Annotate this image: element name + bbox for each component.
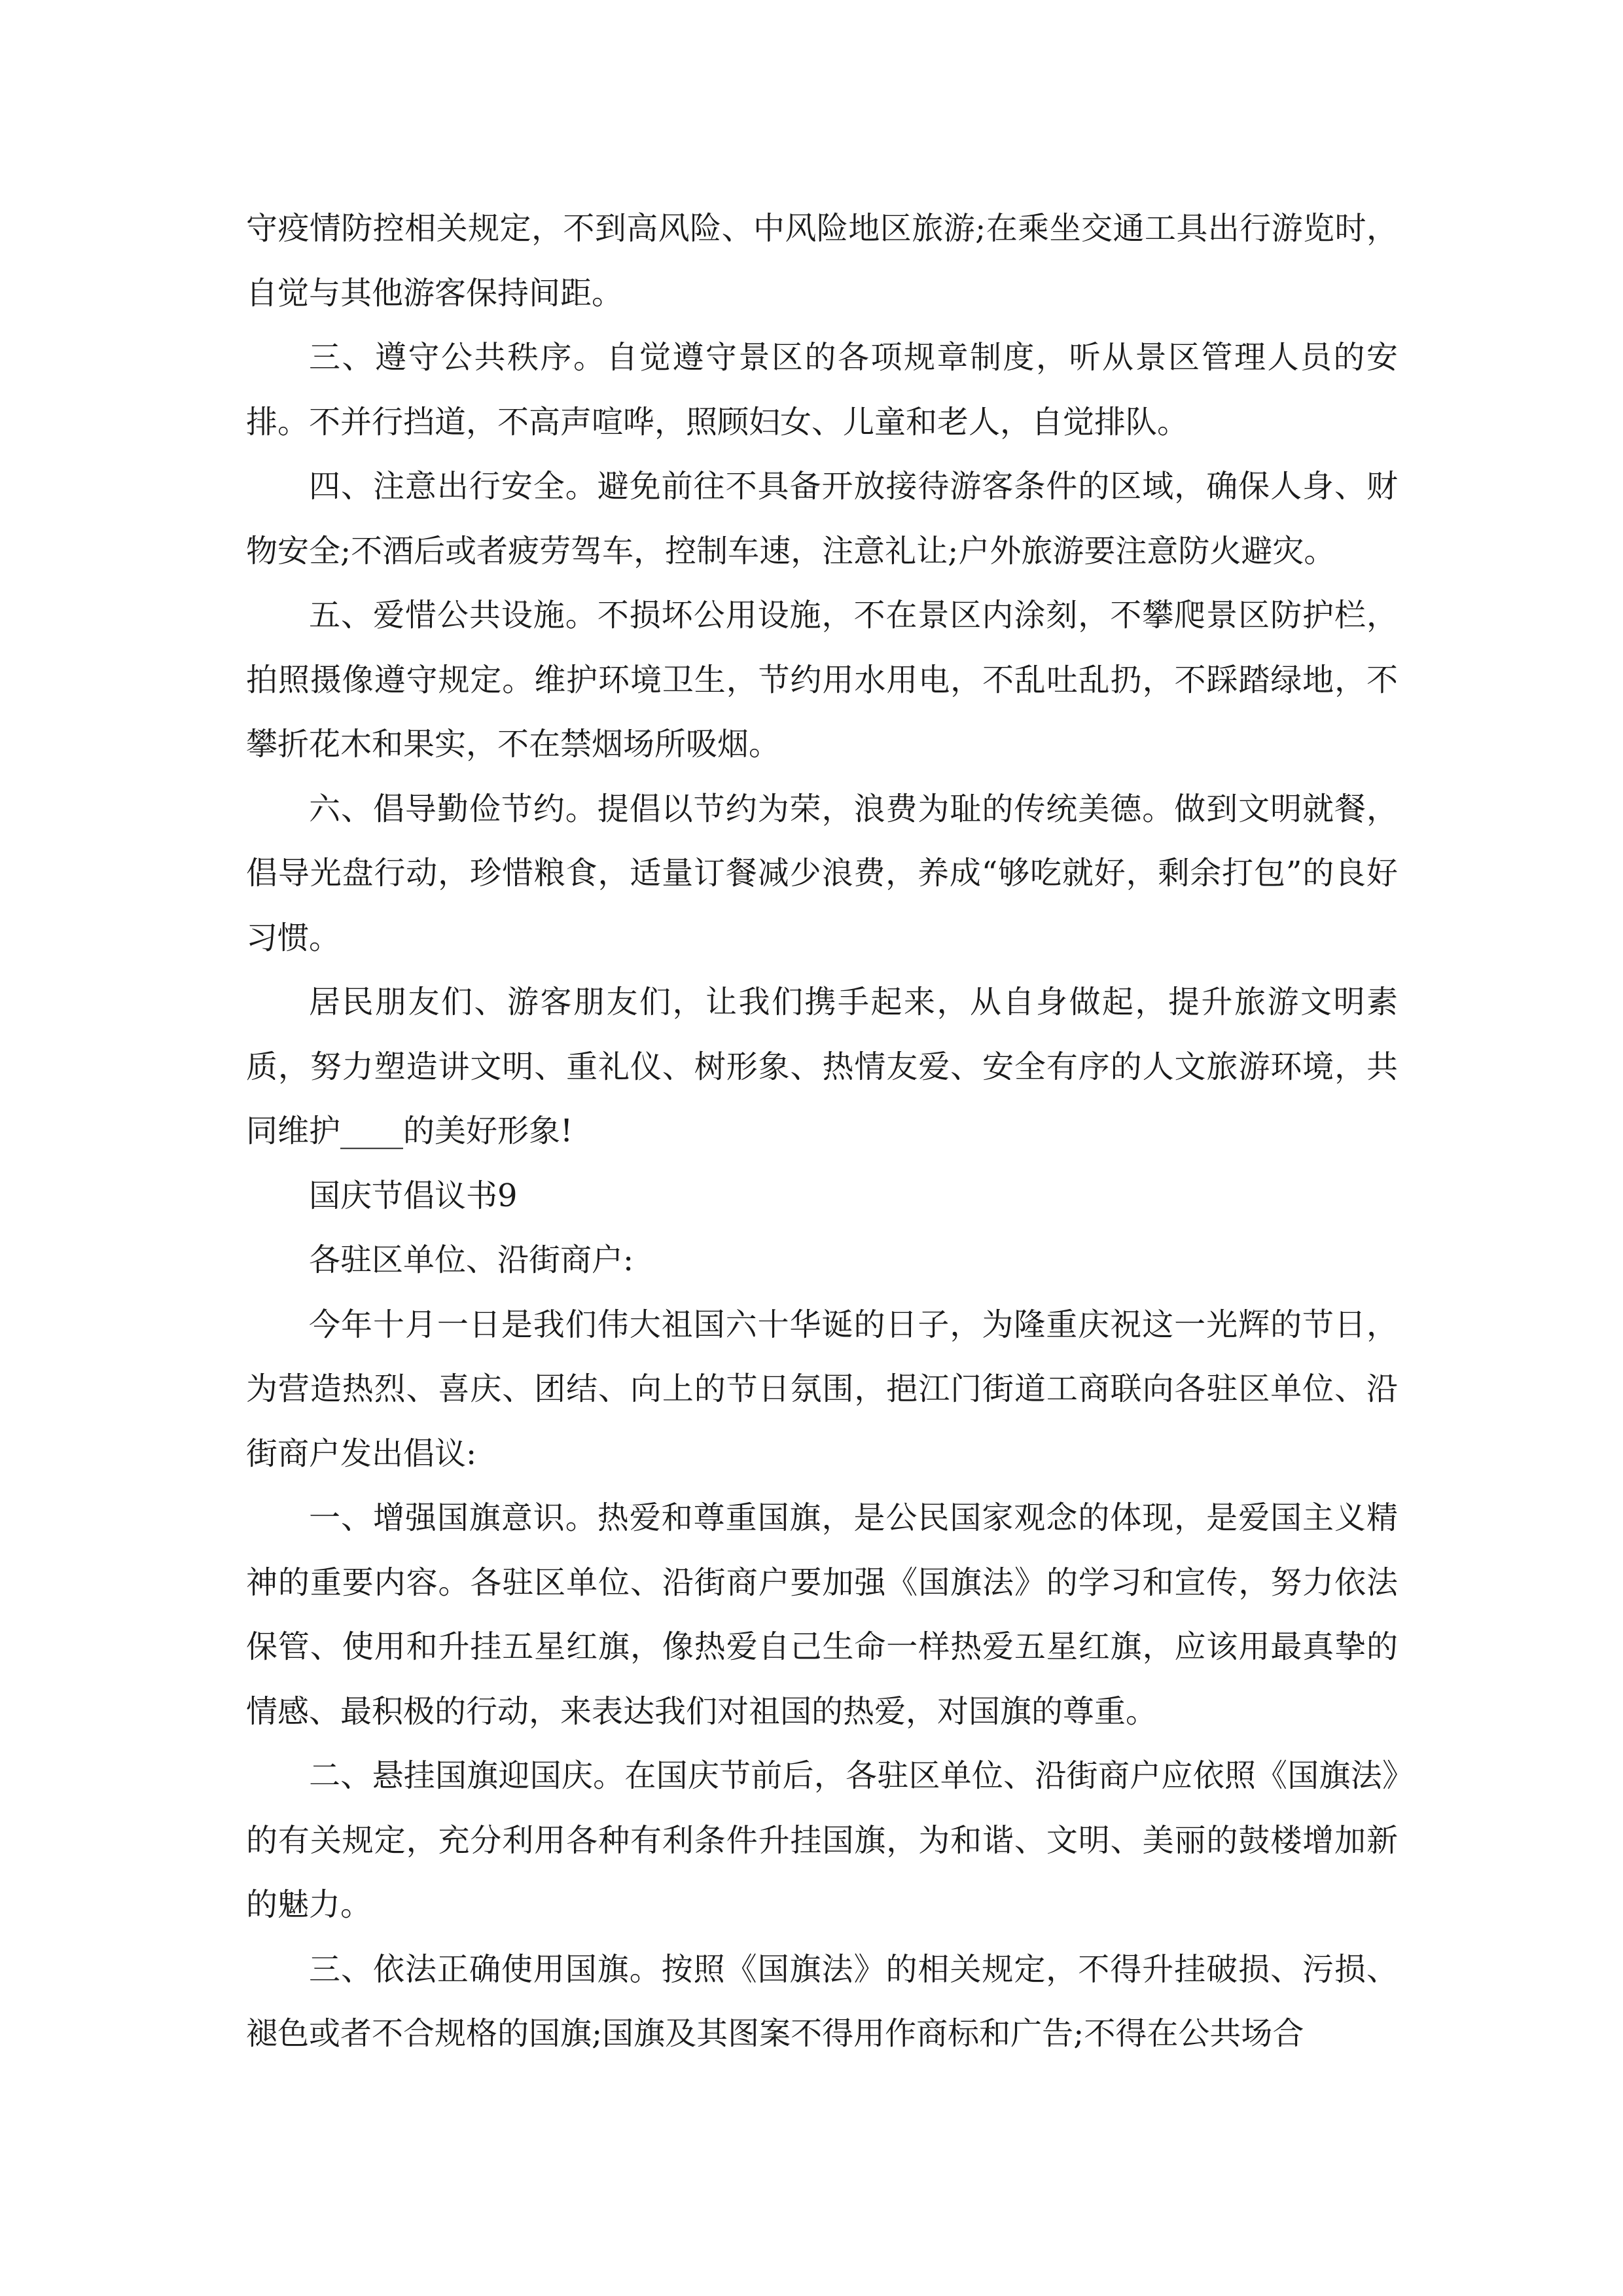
paragraph-public-facilities: 五、爱惜公共设施。不损坏公用设施，不在景区内涂刻，不攀爬景区防护栏，拍照摄像遵守规定。维护环境卫生，节约用水用电，不乱吐乱扔，不踩踏绿地，不攀折花木和果实，不在禁烟场所吸烟。 [246, 597, 1398, 762]
paragraph-thrift: 六、倡导勤俭节约。提倡以节约为荣，浪费为耻的传统美德。做到文明就餐，倡导光盘行动，珍惜粮食，适量订餐减少浪费，养成“够吃就好，剩余打包”的良好习惯。 [246, 790, 1398, 956]
section-title: 国庆节倡议书9 [309, 1177, 518, 1214]
paragraph-epidemic-rules: 守疫情防控相关规定，不到高风险、中风险地区旅游;在乘坐交通工具出行游览时，自觉与其他游客保持间距。 [246, 210, 1398, 312]
paragraph-public-order: 三、遵守公共秩序。自觉遵守景区的各项规章制度，听从景区管理人员的安排。不并行挡道，不高声喧哗，照顾妇女、儿童和老人，自觉排队。 [246, 339, 1398, 440]
salutation: 各驻区单位、沿街商户: [309, 1242, 634, 1278]
paragraph-introduction: 今年十月一日是我们伟大祖国六十华诞的日子，为隆重庆祝这一光辉的节日，为营造热烈、喜庆、团结、向上的节日氛围，挹江门街道工商联向各驻区单位、沿街商户发出倡议: [246, 1306, 1398, 1472]
paragraph-closing-appeal: 居民朋友们、游客朋友们，让我们携手起来，从自身做起，提升旅游文明素质，努力塑造讲文明、重礼仪、树形象、热情友爱、安全有序的人文旅游环境，共同维护____的美好形象! [246, 984, 1398, 1149]
paragraph-hang-flag: 二、悬挂国旗迎国庆。在国庆节前后，各驻区单位、沿街商户应依照《国旗法》的有关规定，充分利用各种有利条件升挂国旗，为和谐、文明、美丽的鼓楼增加新的魅力。 [246, 1757, 1398, 1923]
document-body [246, 196, 1398, 2066]
paragraph-travel-safety: 四、注意出行安全。避免前往不具备开放接待游客条件的区域，确保人身、财物安全;不酒后或者疲劳驾车，控制车速，注意礼让;户外旅游要注意防火避灾。 [246, 468, 1398, 569]
paragraph-flag-awareness: 一、增强国旗意识。热爱和尊重国旗，是公民国家观念的体现，是爱国主义精神的重要内容。各驻区单位、沿街商户要加强《国旗法》的学习和宣传，努力依法保管、使用和升挂五星红旗，像热爱自己生命一样热爱五星红旗，应该用最真挚的情感、最积极的行动，来表达我们对祖国的热爱，对国旗的尊重。 [246, 1499, 1398, 1730]
paragraph-proper-flag-use: 三、依法正确使用国旗。按照《国旗法》的相关规定，不得升挂破损、污损、褪色或者不合规格的国旗;国旗及其图案不得用作商标和广告;不得在公共场合 [246, 1950, 1398, 2052]
